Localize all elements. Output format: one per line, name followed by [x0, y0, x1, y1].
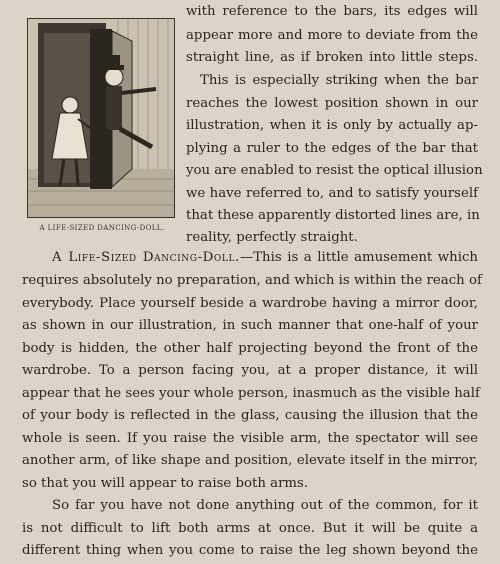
- text-line: plying a ruler to the edges of the bar that: [186, 141, 478, 156]
- text-line: so that you will appear to raise both arms.: [22, 476, 309, 491]
- text-line: is not difficult to lift both arms at once. But it will be quite a: [22, 521, 478, 536]
- figure-caption: A LIFE-SIZED DANCING-DOLL.: [39, 224, 165, 232]
- text-line: as shown in our illustration, in such manner that one-half of your: [22, 318, 478, 333]
- text-line: wardrobe. To a person facing you, at a proper distance, it will: [22, 363, 478, 378]
- text-line: reality, perfectly straight.: [186, 230, 358, 245]
- dancing-doll-illustration: [27, 18, 175, 218]
- text-line: everybody. Place yourself beside a wardrobe having a mirror door,: [22, 296, 478, 311]
- text-line: appear that he sees your whole person, inasmuch as the visible half: [22, 386, 480, 401]
- text-line: with reference to the bars, its edges will: [186, 4, 478, 19]
- text-line: of your body is reflected in the glass, causing the illusion that the: [22, 408, 478, 423]
- text-line: reaches the lowest position shown in our: [186, 96, 478, 111]
- text-line: body is hidden, the other half projecting beyond the front of the: [22, 341, 478, 356]
- text-line: So far you have not done anything out of the common, for it: [52, 498, 478, 513]
- text-line: appear more and more to deviate from the: [186, 28, 478, 43]
- text-line: you are enabled to resist the optical illusion: [186, 163, 483, 178]
- section-first-line: [52, 250, 478, 265]
- text-line: we have referred to, and to satisfy yourself: [186, 186, 478, 201]
- engraving-image: [28, 19, 174, 217]
- text-line: another arm, of like shape and position, elevate itself in the mirror,: [22, 453, 478, 468]
- text-line: that these apparently distorted lines are, in: [186, 208, 480, 223]
- text-line: illustration, when it is only by actually ap-: [186, 118, 478, 133]
- text-line: different thing when you come to raise the leg shown beyond the: [22, 543, 478, 558]
- section-heading: A Life-Sized Dancing-Doll.: [52, 250, 240, 265]
- text-line: whole is seen. If you raise the visible arm, the spectator will see: [22, 431, 478, 446]
- text-line: requires absolutely no preparation, and which is within the reach of: [22, 273, 482, 288]
- text-line: —This is a little amusement which: [239, 250, 478, 265]
- text-line: This is especially striking when the bar: [200, 73, 478, 88]
- text-line: straight line, as if broken into little steps.: [186, 50, 478, 65]
